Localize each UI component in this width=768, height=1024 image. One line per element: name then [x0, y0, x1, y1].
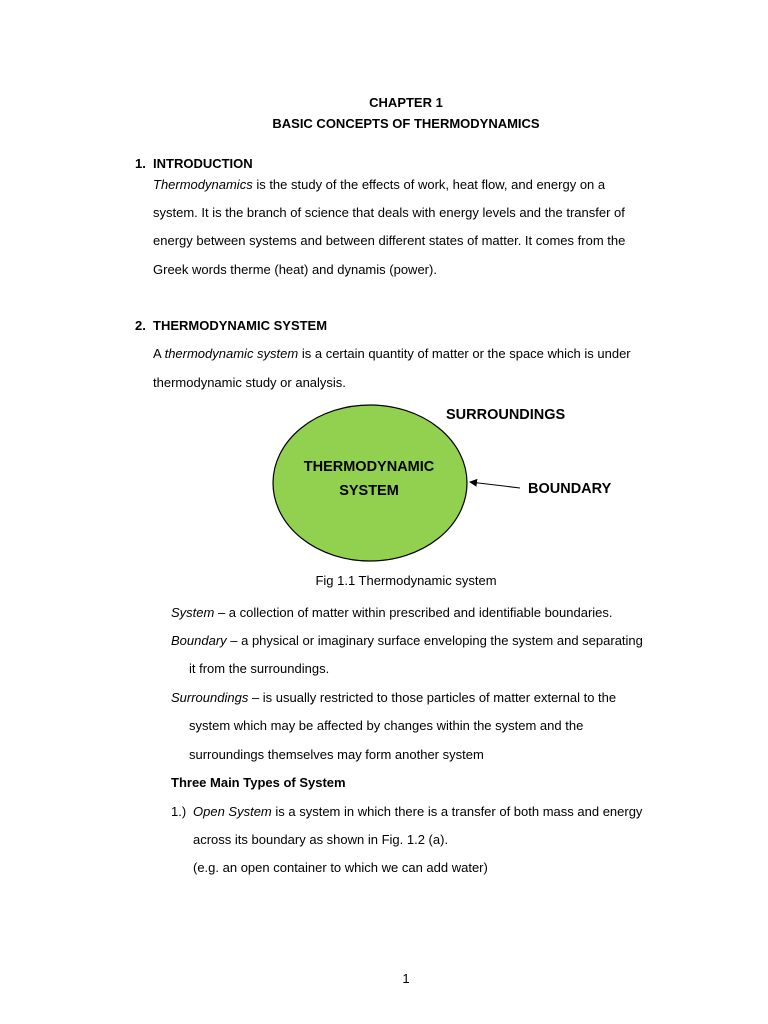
definition-boundary-term: Boundary [171, 633, 227, 648]
type-item1-number: 1.) [171, 804, 187, 819]
definition-system-text: – a collection of matter within prescribed and identifiable boundaries. [214, 605, 613, 620]
definition-boundary-text1: – a physical or imaginary surface enveloping the system and separating [226, 633, 643, 648]
section2-paragraph-line1 [153, 346, 631, 361]
system-label-line1: THERMODYNAMIC [303, 459, 435, 475]
definition-surroundings [171, 690, 616, 705]
definition-system [171, 605, 613, 620]
section2-line1-text: is a certain quantity of matter or the space which is under [298, 346, 631, 361]
definition-boundary [171, 633, 643, 648]
chapter-label: CHAPTER 1 [369, 95, 443, 110]
definition-surroundings-term: Surroundings [171, 690, 249, 705]
section2-number: 2. [135, 318, 146, 333]
type-item1-line3: (e.g. an open container to which we can add water) [193, 860, 488, 875]
definition-surroundings-line2: system which may be affected by changes within the system and the [189, 718, 584, 733]
page-number: 1 [402, 971, 410, 986]
surroundings-label: SURROUNDINGS [446, 407, 566, 423]
definition-system-term: System [171, 605, 215, 620]
figure-caption: Fig 1.1 Thermodynamic system [315, 573, 497, 588]
types-heading: Three Main Types of System [171, 775, 346, 790]
section1-heading: INTRODUCTION [153, 156, 253, 171]
boundary-label: BOUNDARY [528, 481, 612, 497]
boundary-arrow [470, 482, 520, 488]
section2-line1-prefix: A [153, 346, 165, 361]
section1-paragraph-line4: Greek words therme (heat) and dynamis (power). [153, 262, 437, 277]
type-item1-line2: across its boundary as shown in Fig. 1.2 (a). [193, 832, 449, 847]
definition-surroundings-line3: surroundings themselves may form another system [189, 747, 484, 762]
section2-heading: THERMODYNAMIC SYSTEM [153, 318, 328, 333]
definition-surroundings-text1: – is usually restricted to those particles of matter external to the [248, 690, 617, 705]
section1-line1-text: is the study of the effects of work, heat flow, and energy on a [252, 177, 606, 192]
thermodynamic-system-diagram [0, 395, 768, 575]
type-item1-line1 [193, 804, 642, 819]
definition-boundary-line2: it from the surroundings. [189, 661, 330, 676]
chapter-title: BASIC CONCEPTS OF THERMODYNAMICS [272, 116, 540, 131]
section1-number: 1. [135, 156, 146, 171]
system-label-line2: SYSTEM [339, 483, 399, 499]
type-item1-term: Open System [193, 804, 272, 819]
section1-paragraph-line3: energy between systems and between different states of matter. It comes from the [153, 233, 626, 248]
section1-paragraph-line1 [153, 177, 605, 192]
type-item1-text1: is a system in which there is a transfer of both mass and energy [271, 804, 643, 819]
section2-paragraph-line2: thermodynamic study or analysis. [153, 375, 346, 390]
term-thermodynamic-system: thermodynamic system [164, 346, 299, 361]
section1-paragraph-line2: system. It is the branch of science that deals with energy levels and the transfer of [153, 205, 625, 220]
term-thermodynamics: Thermodynamics [153, 177, 253, 192]
